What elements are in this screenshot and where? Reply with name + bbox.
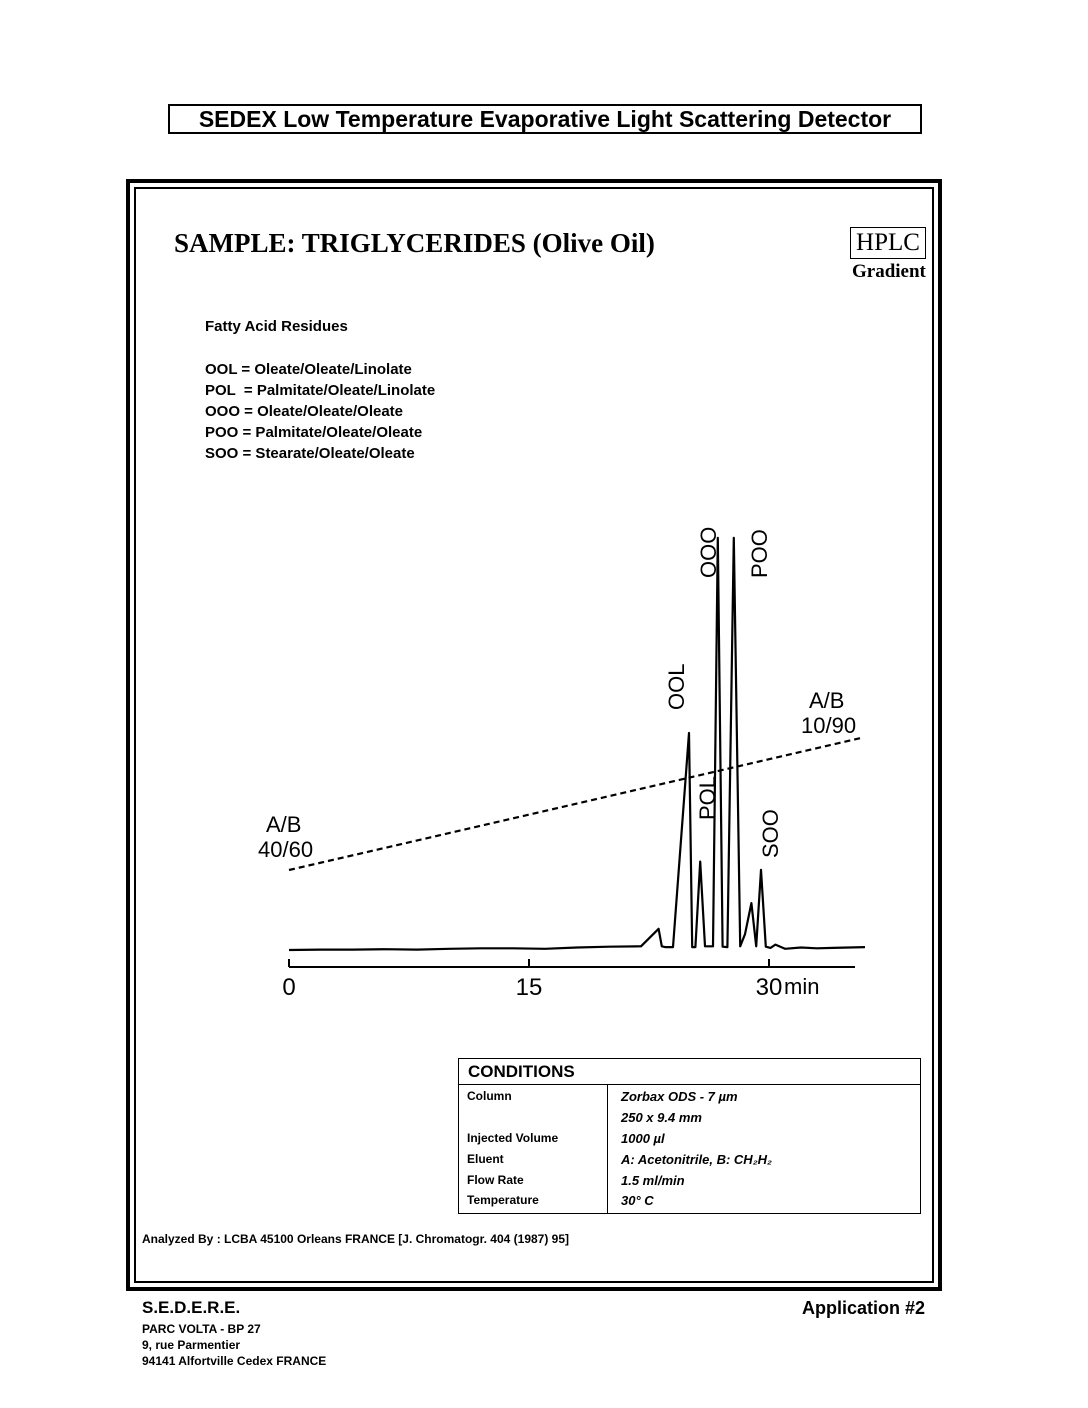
x-tick-label: 30 bbox=[755, 974, 783, 1001]
address-line: 9, rue Parmentier bbox=[142, 1338, 241, 1352]
x-tick-label: 15 bbox=[515, 974, 543, 1001]
analyzed-by: Analyzed By : LCBA 45100 Orleans FRANCE [J. Chromatogr. 404 (1987) 95] bbox=[142, 1232, 570, 1246]
condition-label: Temperature bbox=[467, 1193, 539, 1207]
condition-value: 1.5 ml/min bbox=[621, 1173, 685, 1188]
legend-item: POL = Palmitate/Oleate/Linolate bbox=[205, 382, 436, 399]
peak-label: POO bbox=[747, 529, 772, 578]
condition-label: Column bbox=[467, 1089, 512, 1103]
conditions-table bbox=[458, 1058, 921, 1214]
peak-label: SOO bbox=[758, 809, 783, 858]
x-tick-label: 0 bbox=[282, 974, 296, 1001]
address-line: 94141 Alfortville Cedex FRANCE bbox=[142, 1354, 327, 1368]
condition-label: Eluent bbox=[467, 1152, 504, 1166]
condition-value: A: Acetonitrile, B: CH₂H₂ bbox=[621, 1152, 772, 1167]
legend-item: OOL = Oleate/Oleate/Linolate bbox=[205, 361, 412, 378]
legend-item: OOO = Oleate/Oleate/Oleate bbox=[205, 403, 404, 420]
condition-label: Injected Volume bbox=[467, 1131, 559, 1145]
gradient-ratio: 40/60 bbox=[258, 837, 314, 862]
peak-label: OOO bbox=[696, 526, 721, 578]
company-address bbox=[142, 1321, 326, 1369]
gradient-label: A/B bbox=[809, 688, 845, 713]
peak-label: POL bbox=[695, 775, 720, 820]
method-mode: Gradient bbox=[852, 261, 926, 282]
condition-value: 250 x 9.4 mm bbox=[621, 1110, 702, 1125]
method-badge: HPLC bbox=[850, 227, 926, 259]
address-line: PARC VOLTA - BP 27 bbox=[142, 1322, 261, 1336]
chromatogram-trace bbox=[289, 538, 865, 950]
conditions-title: CONDITIONS bbox=[459, 1059, 920, 1085]
condition-value: 30° C bbox=[621, 1193, 654, 1208]
x-axis-label: min bbox=[784, 974, 820, 999]
condition-value: Zorbax ODS - 7 µm bbox=[621, 1089, 738, 1104]
peak-label: OOL bbox=[664, 663, 689, 710]
application-number: Application #2 bbox=[802, 1298, 926, 1318]
sample-title: SAMPLE: TRIGLYCERIDES (Olive Oil) bbox=[174, 228, 655, 258]
legend-item: SOO = Stearate/Oleate/Oleate bbox=[205, 445, 415, 462]
conditions-divider bbox=[607, 1085, 608, 1213]
gradient-ratio: 10/90 bbox=[801, 713, 857, 738]
legend-item: POO = Palmitate/Oleate/Oleate bbox=[205, 424, 423, 441]
legend-heading: Fatty Acid Residues bbox=[205, 318, 348, 335]
document-header-title: SEDEX Low Temperature Evaporative Light Scattering Detector bbox=[168, 104, 922, 134]
condition-value: 1000 µl bbox=[621, 1131, 665, 1146]
condition-label: Flow Rate bbox=[467, 1173, 524, 1187]
gradient-label: A/B bbox=[266, 812, 302, 837]
company-name: S.E.D.E.R.E. bbox=[142, 1298, 241, 1317]
